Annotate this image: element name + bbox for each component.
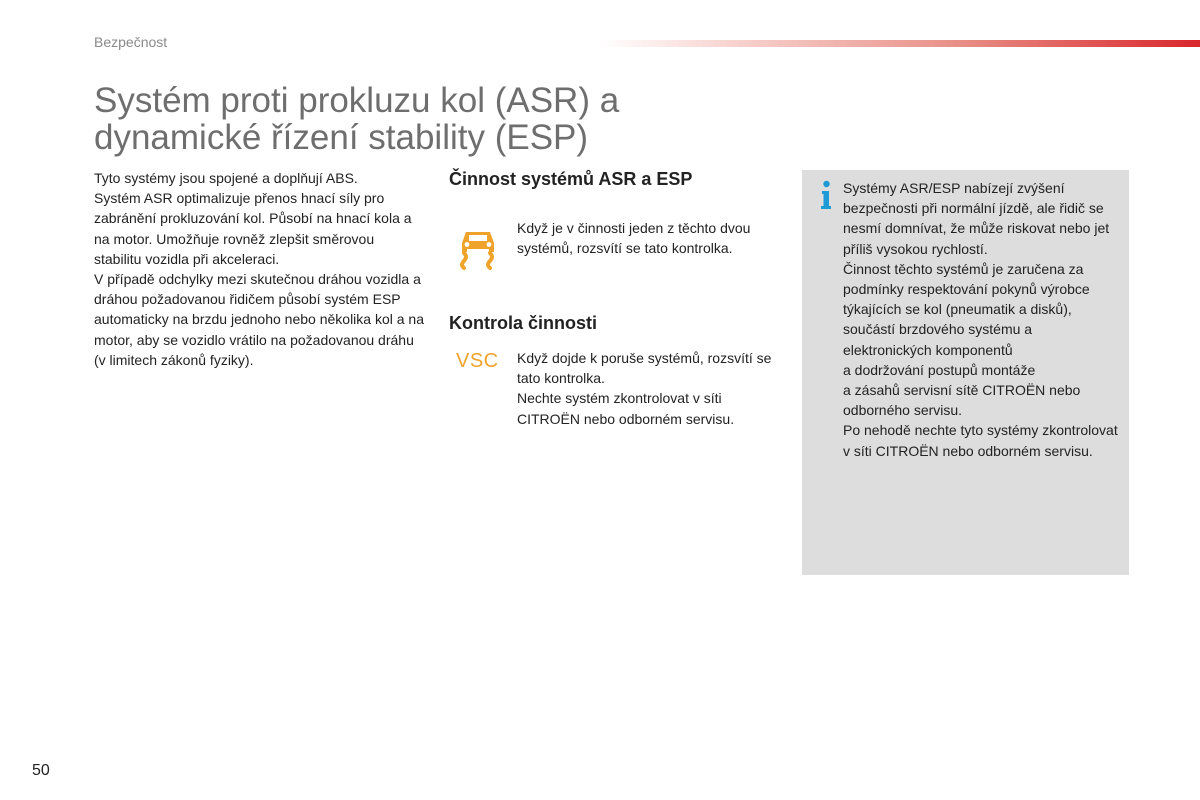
skid-warning-icon [454, 222, 502, 270]
intro-paragraph: Tyto systémy jsou spojené a doplňují ABS. Systém ASR optimalizuje přenos hnací síly pro zabránění prokluzování kol. Působí na hnací kola a na motor. Umožňuje rovněž zlepšit směrovou stabilitu vozidla při akceleraci. V případě odchylky mezi skutečnou dráhou vozidla a dráhou požadovanou řidičem působí systém ESP automaticky na brzdu jednoho nebo několika kol a na motor, aby se vozidlo vrátilo na požadovanou dráhu (v limitech zákonů fyziky). [94, 170, 424, 368]
info-icon [820, 180, 832, 210]
check-text: Když dojde k poruše systémů, rozsvítí se tato kontrolka. Nechte systém zkontrolovat v síti CITROËN nebo odborném servisu. [517, 350, 772, 427]
check-heading: Kontrola činnosti [449, 313, 597, 333]
info-box [802, 170, 1129, 575]
operation-text: Když je v činnosti jeden z těchto dvou systémů, rozsvítí se tato kontrolka. [517, 220, 751, 257]
operation-heading: Činnost systémů ASR a ESP [449, 169, 693, 189]
header-accent-bar [600, 40, 1200, 47]
section-label: Bezpečnost [94, 34, 168, 50]
page-title: Systém proti prokluzu kol (ASR) a dynamické řízení stability (ESP) [94, 81, 620, 157]
info-text: Systémy ASR/ESP nabízejí zvýšení bezpečnosti při normální jízdě, ale řidič se nesmí domnívat, že může riskovat nebo jet příliš vysokou rychlostí. Činnost těchto systémů je zaručena za podmínky respektování pokynů výrobce týkajících se kol (pneumatik a disků), součástí brzdového systému a elektronických komponentů a dodržování postupů montáže a zásahů servisní sítě CITROËN nebo odborného servisu. Po nehodě nechte tyto systémy zkontrolovat v síti CITROËN nebo odborném servisu. [843, 180, 1118, 459]
vsc-warning-icon: VSC [456, 350, 499, 372]
page-number: 50 [32, 762, 50, 779]
